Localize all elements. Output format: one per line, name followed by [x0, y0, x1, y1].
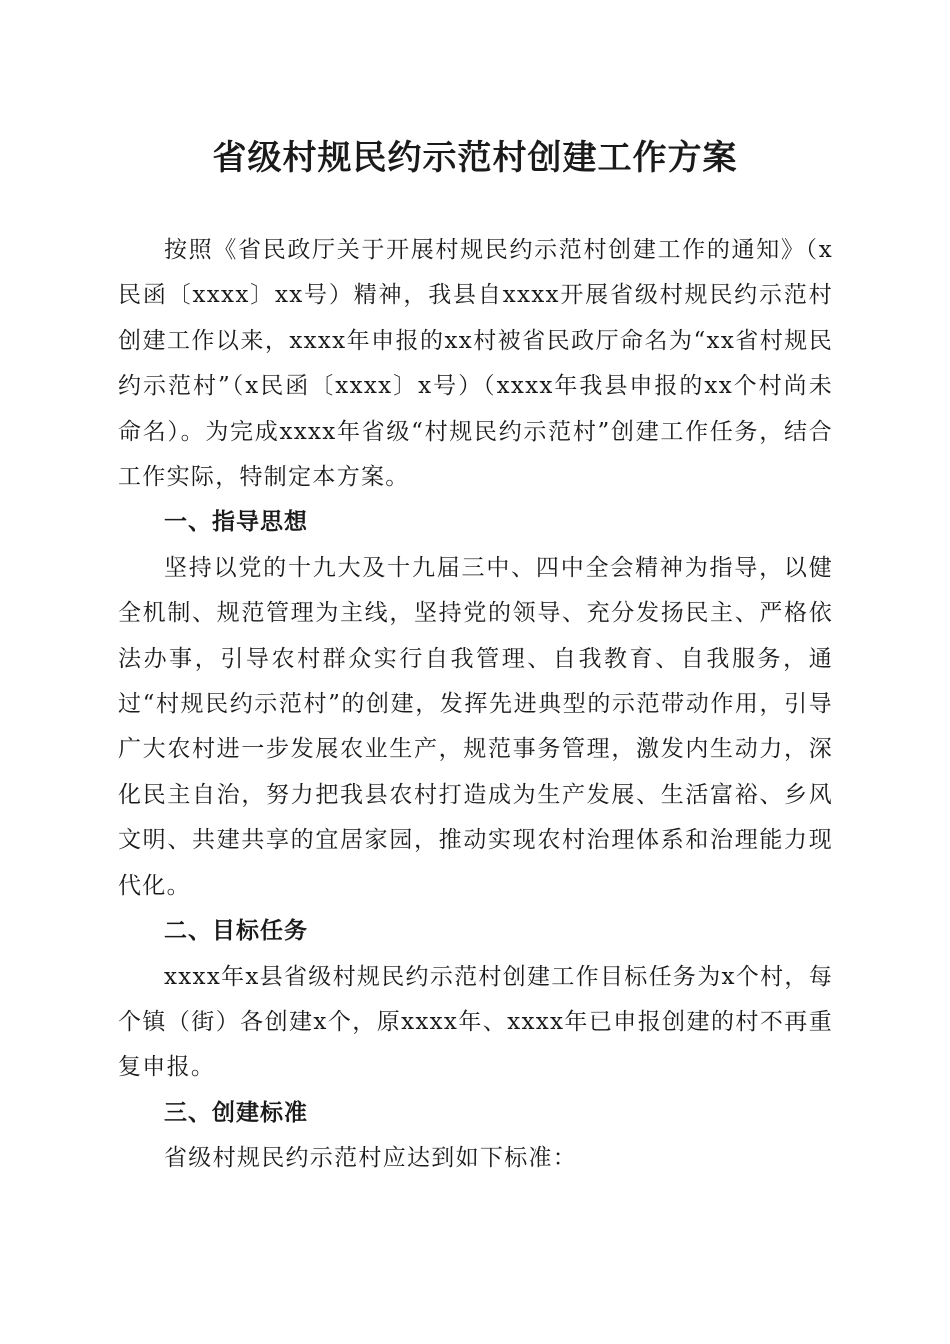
section-text-standards: 省级村规民约示范村应达到如下标准： [164, 1145, 578, 1172]
section-heading-standards: 三、创建标准 [164, 1099, 308, 1126]
section-heading-guiding-ideology: 一、指导思想 [164, 509, 308, 536]
document-title: 省级村规民约示范村创建工作方案 [212, 138, 738, 178]
section-text-objectives: xxxx年x县省级村规民约示范村创建工作目标任务为x个村，每个镇（街）各创建x个，原xxxx年、xxxx年已申报创建的村不再重复申报。 [118, 963, 833, 1081]
document-body [118, 228, 833, 1182]
intro-paragraph: 按照《省民政厅关于开展村规民约示范村创建工作的通知》（x民函〔xxxx〕xx号）精神，我县自xxxx开展省级村规民约示范村创建工作以来，xxxx年申报的xx村被省民政厅命名为“xx省村规民约示范村”（x民函〔xxxx〕x号）（xxxx年我县申报的xx个村尚未命名）。为完成xxxx年省级“村规民约示范村”创建工作任务，结合工作实际，特制定本方案。 [118, 237, 833, 491]
section-text-guiding-ideology: 坚持以党的十九大及十九届三中、四中全会精神为指导，以健全机制、规范管理为主线，坚持党的领导、充分发扬民主、严格依法办事，引导农村群众实行自我管理、自我教育、自我服务，通过“村规民约示范村”的创建，发挥先进典型的示范带动作用，引导广大农村进一步发展农业生产，规范事务管理，激发内生动力，深化民主自治，努力把我县农村打造成为生产发展、生活富裕、乡风文明、共建共享的宜居家园，推动实现农村治理体系和治理能力现代化。 [118, 554, 833, 899]
section-heading-objectives: 二、目标任务 [164, 918, 308, 945]
